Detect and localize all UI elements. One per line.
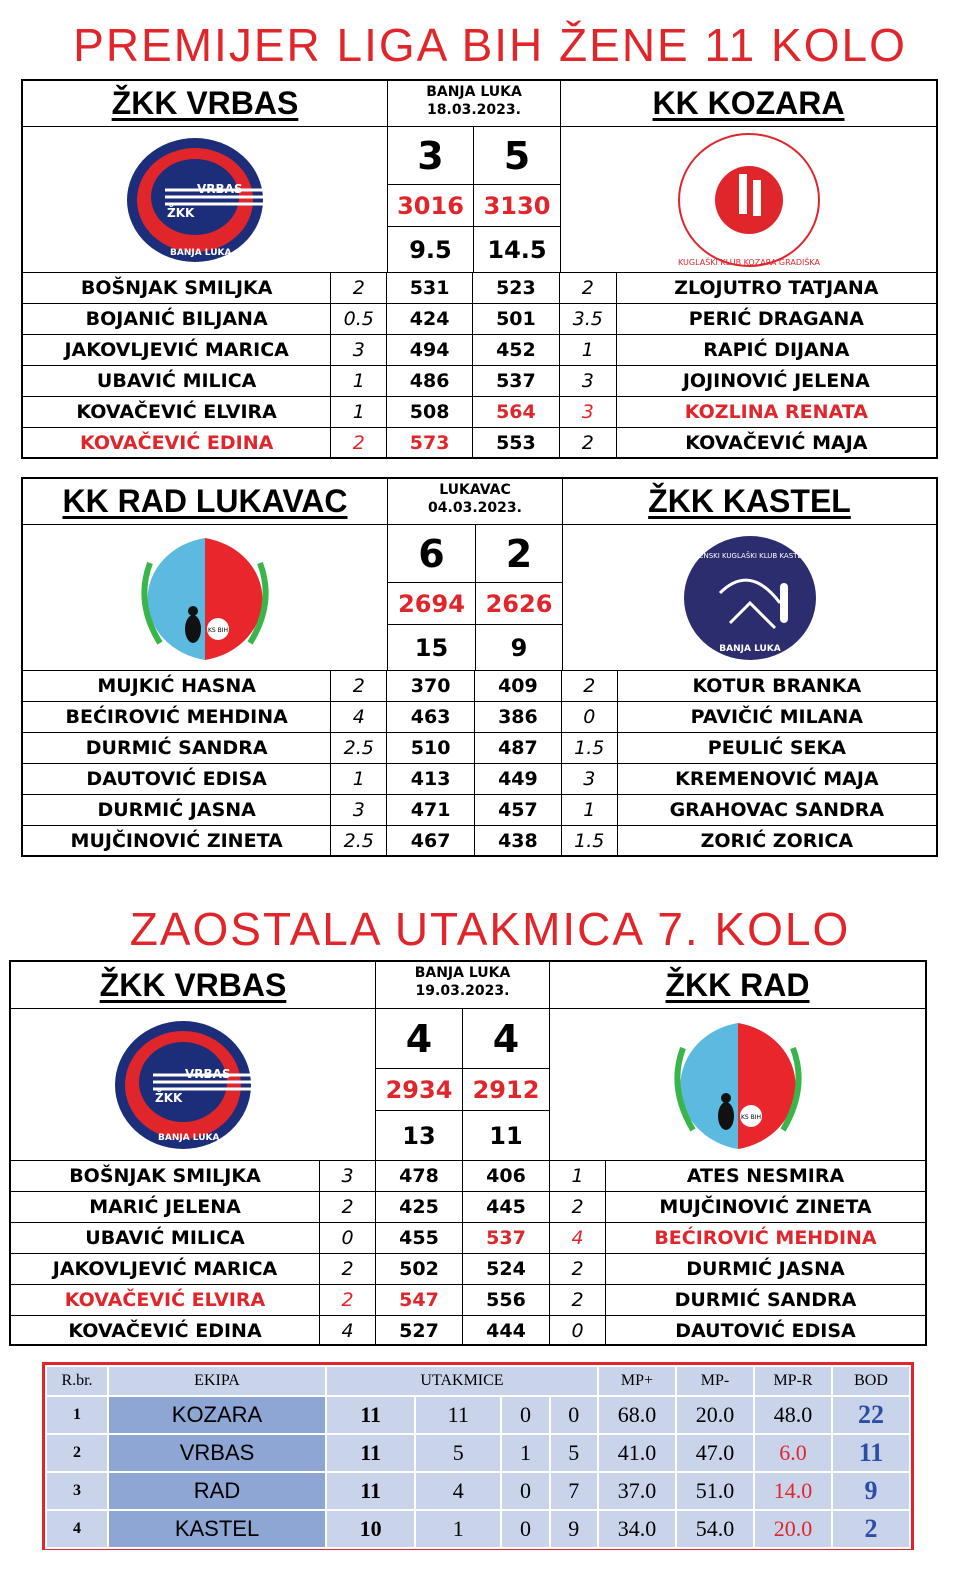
standings-mp-plus: 34.0 bbox=[598, 1510, 676, 1548]
player-row bbox=[23, 670, 936, 701]
away-player-points: 3.5 bbox=[560, 304, 617, 334]
away-player-points: 2 bbox=[550, 1192, 606, 1222]
home-player-points: 2 bbox=[320, 1192, 376, 1222]
player-row bbox=[11, 1284, 925, 1315]
away-sets: 9 bbox=[476, 624, 563, 670]
player-row bbox=[23, 396, 936, 427]
standings-draws: 0 bbox=[501, 1472, 549, 1510]
home-player-pins: 413 bbox=[387, 764, 475, 794]
svg-text:VRBAS: VRBAS bbox=[185, 1066, 231, 1081]
svg-text:KS BIH: KS BIH bbox=[207, 626, 229, 634]
home-team-name: KK RAD LUKAVAC bbox=[62, 483, 348, 519]
standings-row bbox=[46, 1472, 910, 1510]
away-player-points: 1 bbox=[560, 335, 617, 365]
home-player-points: 2 bbox=[331, 428, 387, 458]
standings-points: 11 bbox=[832, 1434, 910, 1472]
home-player-points: 2 bbox=[320, 1285, 376, 1315]
standings-draws: 0 bbox=[501, 1396, 549, 1434]
home-pins: 3016 bbox=[388, 184, 474, 226]
match-card-rad-kastel bbox=[21, 477, 938, 857]
home-player-name: BOJANIĆ BILJANA bbox=[23, 304, 331, 334]
home-player-name: BEĆIROVIĆ MEHDINA bbox=[23, 702, 331, 732]
svg-text:ŽKK: ŽKK bbox=[155, 1090, 183, 1105]
standings-played: 11 bbox=[326, 1472, 415, 1510]
away-player-points: 3 bbox=[560, 397, 617, 427]
home-player-points: 2.5 bbox=[331, 826, 387, 856]
home-pins: 2694 bbox=[388, 582, 476, 624]
player-row bbox=[23, 303, 936, 334]
away-player-pins: 564 bbox=[473, 397, 560, 427]
home-player-points: 1 bbox=[331, 764, 387, 794]
home-player-name: BOŠNJAK SMILJKA bbox=[23, 273, 331, 303]
rad-logo bbox=[23, 524, 388, 670]
standings-rank: 3 bbox=[46, 1472, 108, 1510]
standings-mp-minus: 20.0 bbox=[676, 1396, 754, 1434]
home-player-pins: 424 bbox=[387, 304, 473, 334]
home-player-points: 2 bbox=[331, 273, 387, 303]
standings-team: VRBAS bbox=[108, 1434, 326, 1472]
away-player-name: ZORIĆ ZORICA bbox=[700, 830, 854, 852]
away-player-name: ZLOJUTRO TATJANA bbox=[674, 277, 879, 299]
away-pins: 2912 bbox=[463, 1068, 550, 1110]
away-player-points: 0 bbox=[562, 702, 618, 732]
away-player-name: JOJINOVIĆ JELENA bbox=[682, 370, 870, 392]
home-sets: 13 bbox=[376, 1110, 463, 1160]
match-venue: BANJA LUKA 18.03.2023. bbox=[388, 81, 561, 126]
away-team-name: ŽKK RAD bbox=[665, 966, 810, 1003]
away-score: 5 bbox=[474, 126, 561, 184]
standings-mp-plus: 37.0 bbox=[598, 1472, 676, 1510]
header-rbr: R.br. bbox=[46, 1366, 108, 1396]
header-mp-plus: MP+ bbox=[598, 1366, 676, 1396]
away-sets: 14.5 bbox=[474, 226, 561, 272]
home-player-pins: 370 bbox=[387, 671, 475, 701]
away-player-name: DURMIĆ SANDRA bbox=[674, 1289, 857, 1311]
standings-played: 11 bbox=[326, 1434, 415, 1472]
header-games: UTAKMICE bbox=[326, 1366, 598, 1396]
home-player-pins: 467 bbox=[387, 826, 475, 856]
home-player-points: 1 bbox=[331, 366, 387, 396]
player-row bbox=[11, 1222, 925, 1253]
match-card-vrbas-rad bbox=[9, 960, 927, 1346]
away-player-name: RAPIĆ DIJANA bbox=[703, 339, 850, 361]
player-row bbox=[23, 334, 936, 365]
away-score: 2 bbox=[476, 524, 563, 582]
home-player-name: BOŠNJAK SMILJKA bbox=[11, 1161, 320, 1191]
home-player-pins: 471 bbox=[387, 795, 475, 825]
standings-mp-minus: 51.0 bbox=[676, 1472, 754, 1510]
away-player-points: 2 bbox=[560, 428, 617, 458]
home-player-pins: 494 bbox=[387, 335, 473, 365]
away-player-name: BEĆIROVIĆ MEHDINA bbox=[654, 1227, 877, 1249]
away-player-name: DURMIĆ JASNA bbox=[686, 1258, 845, 1280]
away-player-name: MUJČINOVIĆ ZINETA bbox=[659, 1196, 872, 1218]
home-player-points: 3 bbox=[320, 1161, 376, 1191]
svg-text:VRBAS: VRBAS bbox=[197, 181, 243, 196]
home-player-name: KOVAČEVIĆ ELVIRA bbox=[11, 1285, 320, 1315]
away-player-name: KOVAČEVIĆ MAJA bbox=[685, 432, 868, 454]
home-player-name: JAKOVLJEVIĆ MARICA bbox=[23, 335, 331, 365]
away-player-points: 3 bbox=[560, 366, 617, 396]
standings-mp-r: 48.0 bbox=[754, 1396, 832, 1434]
away-player-pins: 487 bbox=[475, 733, 562, 763]
home-sets: 15 bbox=[388, 624, 476, 670]
standings-rank: 1 bbox=[46, 1396, 108, 1434]
home-player-name: KOVAČEVIĆ ELVIRA bbox=[23, 397, 331, 427]
player-row bbox=[23, 272, 936, 303]
player-row bbox=[23, 365, 936, 396]
home-team-name: ŽKK VRBAS bbox=[99, 966, 287, 1003]
away-player-name: DAUTOVIĆ EDISA bbox=[675, 1320, 856, 1342]
home-player-points: 4 bbox=[331, 702, 387, 732]
away-player-pins: 523 bbox=[473, 273, 560, 303]
header-team: EKIPA bbox=[108, 1366, 326, 1396]
home-player-name: KOVAČEVIĆ EDINA bbox=[11, 1316, 320, 1346]
standings-mp-r: 14.0 bbox=[754, 1472, 832, 1510]
standings-rank: 2 bbox=[46, 1434, 108, 1472]
vrbas-logo bbox=[11, 1008, 376, 1160]
standings-points: 9 bbox=[832, 1472, 910, 1510]
standings-points: 2 bbox=[832, 1510, 910, 1548]
standings-mp-r: 20.0 bbox=[754, 1510, 832, 1548]
postponed-title: ZAOSTALA UTAKMICA 7. KOLO bbox=[129, 903, 851, 955]
home-player-points: 2 bbox=[320, 1254, 376, 1284]
home-player-points: 2.5 bbox=[331, 733, 387, 763]
away-player-pins: 524 bbox=[463, 1254, 550, 1284]
home-score: 6 bbox=[388, 524, 476, 582]
home-player-pins: 547 bbox=[376, 1285, 463, 1315]
away-player-pins: 444 bbox=[463, 1316, 550, 1346]
standings-row bbox=[46, 1434, 910, 1472]
vrbas-logo bbox=[23, 126, 388, 272]
home-player-name: DURMIĆ JASNA bbox=[23, 795, 331, 825]
header-mp-minus: MP- bbox=[676, 1366, 754, 1396]
match-venue: BANJA LUKA 19.03.2023. bbox=[376, 962, 550, 1008]
standings-wins: 5 bbox=[415, 1434, 501, 1472]
player-row bbox=[11, 1160, 925, 1191]
svg-text:ŽKK: ŽKK bbox=[167, 205, 195, 220]
away-player-points: 2 bbox=[550, 1254, 606, 1284]
standings-played: 11 bbox=[326, 1396, 415, 1434]
away-player-pins: 386 bbox=[475, 702, 562, 732]
player-row bbox=[23, 732, 936, 763]
home-player-name: KOVAČEVIĆ EDINA bbox=[23, 428, 331, 458]
player-row bbox=[11, 1253, 925, 1284]
away-player-points: 2 bbox=[550, 1285, 606, 1315]
player-row bbox=[23, 427, 936, 458]
home-player-points: 3 bbox=[331, 335, 387, 365]
svg-text:ŽENSKI KUGLAŠKI KLUB KASTEL: ŽENSKI KUGLAŠKI KLUB KASTEL bbox=[693, 551, 806, 560]
home-player-pins: 463 bbox=[387, 702, 475, 732]
home-player-points: 0 bbox=[320, 1223, 376, 1253]
standings-losses: 5 bbox=[550, 1434, 598, 1472]
standings-played: 10 bbox=[326, 1510, 415, 1548]
standings-team: KOZARA bbox=[108, 1396, 326, 1434]
away-player-name: KREMENOVIĆ MAJA bbox=[675, 768, 879, 790]
away-player-pins: 438 bbox=[475, 826, 562, 856]
svg-text:BANJA LUKA: BANJA LUKA bbox=[158, 1132, 220, 1143]
standings-draws: 0 bbox=[501, 1510, 549, 1548]
away-player-name: PAVIČIĆ MILANA bbox=[690, 706, 864, 728]
standings-wins: 4 bbox=[415, 1472, 501, 1510]
away-player-points: 1 bbox=[562, 795, 618, 825]
home-player-points: 4 bbox=[320, 1316, 376, 1346]
away-player-name: KOTUR BRANKA bbox=[692, 675, 862, 697]
away-player-points: 2 bbox=[560, 273, 617, 303]
away-player-name: PERIĆ DRAGANA bbox=[688, 308, 864, 330]
away-player-points: 3 bbox=[562, 764, 618, 794]
page-title: PREMIJER LIGA BIH ŽENE 11 KOLO bbox=[73, 19, 907, 71]
player-row bbox=[23, 794, 936, 825]
standings-draws: 1 bbox=[501, 1434, 549, 1472]
away-player-pins: 553 bbox=[473, 428, 560, 458]
home-player-pins: 455 bbox=[376, 1223, 463, 1253]
standings-team: KASTEL bbox=[108, 1510, 326, 1548]
standings-points: 22 bbox=[832, 1396, 910, 1434]
svg-text:KS BIH: KS BIH bbox=[740, 1113, 761, 1121]
kastel-logo bbox=[563, 524, 936, 670]
standings-mp-minus: 47.0 bbox=[676, 1434, 754, 1472]
away-player-pins: 406 bbox=[463, 1161, 550, 1191]
standings-table bbox=[42, 1362, 914, 1550]
away-player-points: 2 bbox=[562, 671, 618, 701]
home-player-pins: 531 bbox=[387, 273, 473, 303]
away-pins: 2626 bbox=[476, 582, 563, 624]
standings-wins: 1 bbox=[415, 1510, 501, 1548]
svg-text:BANJA LUKA: BANJA LUKA bbox=[718, 643, 781, 654]
home-player-name: DAUTOVIĆ EDISA bbox=[23, 764, 331, 794]
away-player-points: 1 bbox=[550, 1161, 606, 1191]
home-player-name: MARIĆ JELENA bbox=[11, 1192, 320, 1222]
svg-text:KUGLAŠKI KLUB KOZARA GRADIŠKA: KUGLAŠKI KLUB KOZARA GRADIŠKA bbox=[677, 257, 820, 267]
away-player-points: 1.5 bbox=[562, 733, 618, 763]
player-row bbox=[11, 1191, 925, 1222]
header-bod: BOD bbox=[832, 1366, 910, 1396]
home-player-points: 1 bbox=[331, 397, 387, 427]
home-player-pins: 425 bbox=[376, 1192, 463, 1222]
home-player-name: UBAVIĆ MILICA bbox=[11, 1223, 320, 1253]
standings-losses: 7 bbox=[550, 1472, 598, 1510]
away-player-pins: 445 bbox=[463, 1192, 550, 1222]
away-player-pins: 449 bbox=[475, 764, 562, 794]
standings-mp-plus: 41.0 bbox=[598, 1434, 676, 1472]
home-player-name: MUJKIĆ HASNA bbox=[23, 671, 331, 701]
away-player-pins: 452 bbox=[473, 335, 560, 365]
standings-wins: 11 bbox=[415, 1396, 501, 1434]
standings-row bbox=[46, 1396, 910, 1434]
home-player-name: UBAVIĆ MILICA bbox=[23, 366, 331, 396]
standings-row bbox=[46, 1510, 910, 1548]
home-player-pins: 502 bbox=[376, 1254, 463, 1284]
away-player-pins: 537 bbox=[473, 366, 560, 396]
away-score: 4 bbox=[463, 1008, 550, 1068]
standings-mp-plus: 68.0 bbox=[598, 1396, 676, 1434]
rad-logo bbox=[550, 1008, 925, 1160]
standings-mp-minus: 54.0 bbox=[676, 1510, 754, 1548]
home-player-points: 0.5 bbox=[331, 304, 387, 334]
home-player-pins: 573 bbox=[387, 428, 473, 458]
header-mp-r: MP-R bbox=[754, 1366, 832, 1396]
home-player-pins: 486 bbox=[387, 366, 473, 396]
home-pins: 2934 bbox=[376, 1068, 463, 1110]
away-player-name: KOZLINA RENATA bbox=[684, 401, 868, 423]
standings-losses: 0 bbox=[550, 1396, 598, 1434]
home-sets: 9.5 bbox=[388, 226, 474, 272]
kozara-logo bbox=[561, 126, 936, 272]
player-row bbox=[23, 763, 936, 794]
standings-rank: 4 bbox=[46, 1510, 108, 1548]
svg-text:BANJA LUKA: BANJA LUKA bbox=[170, 247, 232, 258]
home-score: 3 bbox=[388, 126, 474, 184]
match-card-vrbas-kozara bbox=[21, 79, 938, 459]
match-venue: LUKAVAC 04.03.2023. bbox=[388, 479, 563, 524]
away-player-pins: 501 bbox=[473, 304, 560, 334]
home-player-name: DURMIĆ SANDRA bbox=[23, 733, 331, 763]
standings-losses: 9 bbox=[550, 1510, 598, 1548]
player-row bbox=[23, 825, 936, 856]
player-row bbox=[23, 701, 936, 732]
away-pins: 3130 bbox=[474, 184, 561, 226]
away-player-pins: 409 bbox=[475, 671, 562, 701]
home-player-name: JAKOVLJEVIĆ MARICA bbox=[11, 1254, 320, 1284]
away-team-name: ŽKK KASTEL bbox=[648, 483, 851, 519]
away-player-name: PEULIĆ SEKA bbox=[707, 737, 846, 759]
home-player-points: 3 bbox=[331, 795, 387, 825]
away-player-points: 4 bbox=[550, 1223, 606, 1253]
home-player-name: MUJČINOVIĆ ZINETA bbox=[23, 826, 331, 856]
away-player-name: GRAHOVAC SANDRA bbox=[669, 799, 885, 821]
away-team-name: KK KOZARA bbox=[652, 85, 845, 121]
standings-team: RAD bbox=[108, 1472, 326, 1510]
home-player-pins: 508 bbox=[387, 397, 473, 427]
away-player-points: 0 bbox=[550, 1316, 606, 1346]
home-player-points: 2 bbox=[331, 671, 387, 701]
away-player-pins: 457 bbox=[475, 795, 562, 825]
player-row bbox=[11, 1315, 925, 1346]
away-sets: 11 bbox=[463, 1110, 550, 1160]
home-player-pins: 527 bbox=[376, 1316, 463, 1346]
standings-mp-r: 6.0 bbox=[754, 1434, 832, 1472]
home-team-name: ŽKK VRBAS bbox=[111, 85, 299, 121]
away-player-pins: 556 bbox=[463, 1285, 550, 1315]
home-player-pins: 510 bbox=[387, 733, 475, 763]
home-score: 4 bbox=[376, 1008, 463, 1068]
away-player-pins: 537 bbox=[463, 1223, 550, 1253]
home-player-pins: 478 bbox=[376, 1161, 463, 1191]
away-player-points: 1.5 bbox=[562, 826, 618, 856]
away-player-name: ATES NESMIRA bbox=[686, 1165, 845, 1187]
